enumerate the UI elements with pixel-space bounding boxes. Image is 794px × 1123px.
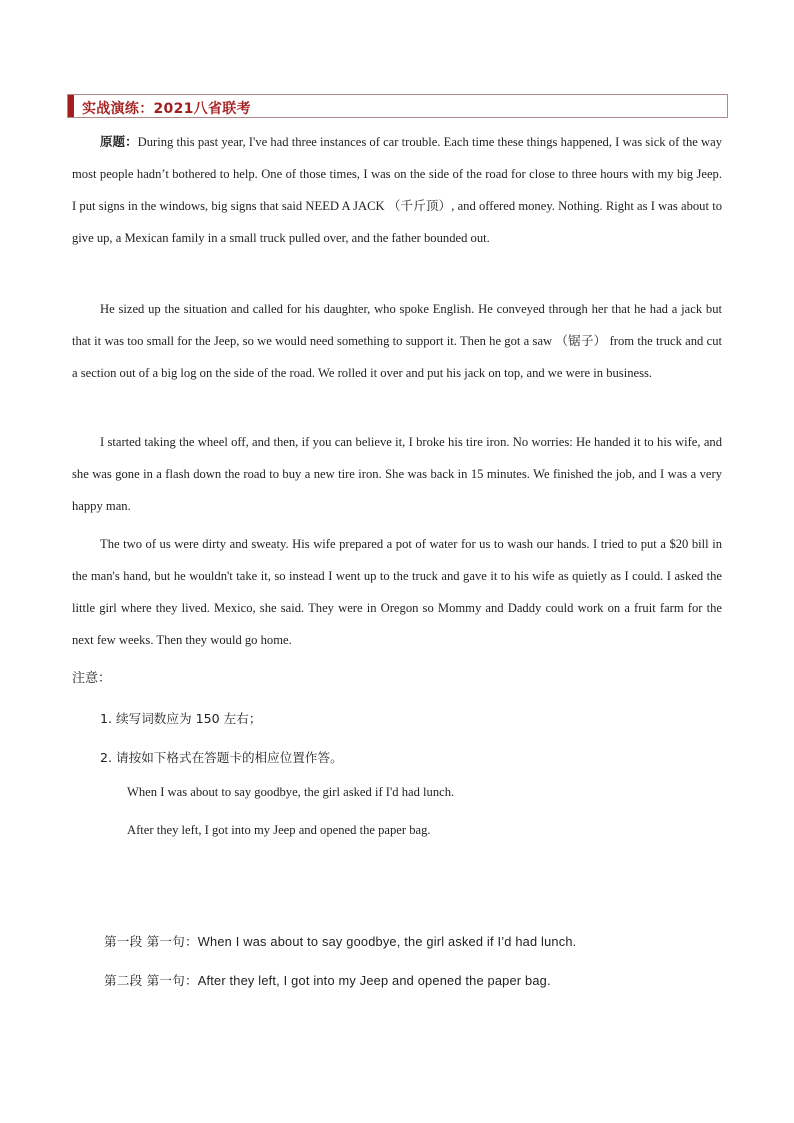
- answer-line-1: [104, 931, 576, 950]
- passage-paragraph-2: He sized up the situation and called for his daughter, who spoke English. He conveyed through her that he had a jack but that it was too small for the Jeep, so we would need something to support it. Then he got a saw （锯子） from the truck and cut a section out of a big log on the side of the road. We rolled it over and put his jack on top, and we were in business.: [72, 302, 722, 380]
- answer-text: After they left, I got into my Jeep and opened the paper bag.: [197, 973, 551, 988]
- start-sentence-1: When I was about to say goodbye, the girl asked if I'd had lunch.: [127, 785, 455, 799]
- note-item-1: 1. 续写词数应为 150 左右；: [100, 711, 262, 726]
- passage-lead-label: 原题：: [100, 134, 138, 149]
- section-title: 实战演练：2021八省联考: [82, 101, 251, 117]
- notes-label: 注意：: [72, 671, 112, 686]
- section-header: [67, 94, 728, 118]
- answer-label: 第一段 第一句：: [104, 934, 198, 949]
- passage-paragraph-1: [72, 126, 722, 254]
- header-accent-bar: [68, 95, 74, 117]
- paragraph-text: During this past year, I've had three instances of car trouble. Each time these things happened, I was sick of the way most people hadn’t bothered to help. One of those times, I was on the side of the road for close to three hours with my big Jeep. I put signs in the windows, big signs that said NEED A JACK （千斤顶）, and offered money. Nothing. Right as I was about to give up, a Mexican family in a small truck pulled over, and the father bounded out.: [72, 135, 722, 245]
- passage-paragraph-3: I started taking the wheel off, and then, if you can believe it, I broke his tire iron. No worries: He handed it to his wife, and she was gone in a flash down the road to buy a new tire iron. She was back in 15 minutes. We finished the job, and I was a very happy man.: [72, 435, 722, 513]
- passage-paragraph-4: The two of us were dirty and sweaty. His wife prepared a pot of water for us to wash our hands. I tried to put a $20 bill in the man's hand, but he wouldn't take it, so instead I went up to the truck and gave it to his wife as quietly as I could. I asked the little girl where they lived. Mexico, she said. They were in Oregon so Mommy and Daddy could work on a fruit farm for the next few weeks. Then they would go home.: [72, 537, 722, 647]
- answer-text: When I was about to say goodbye, the girl asked if I’d had lunch.: [197, 934, 577, 949]
- note-item-2: 2. 请按如下格式在答题卡的相应位置作答。: [100, 750, 343, 765]
- answer-line-2: [104, 970, 551, 989]
- start-sentence-2: After they left, I got into my Jeep and opened the paper bag.: [127, 823, 431, 837]
- answer-label: 第二段 第一句：: [104, 973, 198, 988]
